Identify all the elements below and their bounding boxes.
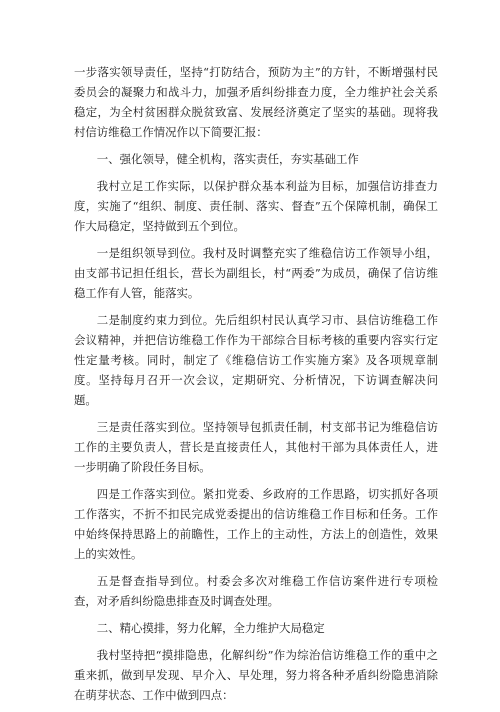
body-paragraph: 五是督查指导到位。村委会多次对维稳工作信访案件进行专项检查，对矛盾纠纷隐患排查及时调查处理。: [74, 574, 438, 608]
document-page: [74, 62, 438, 712]
intro-paragraph: 一步落实领导责任，坚持“打防结合，预防为主”的方针，不断增强村民委员会的凝聚力和战斗力，加强矛盾纠纷排查力度，全力维护社会关系稳定，为全村贫困群众脱贫致富、发展经济奠定了坚实的基础。现将我村信访维稳工作情况作以下简要汇报：: [74, 65, 438, 139]
body-paragraph: 一是组织领导到位。我村及时调整充实了维稳信访工作领导小组，由支部书记担任组长，营长为副组长，村“两委”为成员，确保了信访维稳工作有人管，能落实。: [74, 246, 438, 300]
body-paragraph: 三是责任落实到位。坚持领导包抓责任制，村支部书记为维稳信访工作的主要负责人，营长是直接责任人，其他村干部为具体责任人，进一步明确了阶段任务目标。: [74, 420, 438, 474]
section-heading-1: 一、强化领导，健全机构，落实责任，夯实基础工作: [96, 152, 359, 166]
body-paragraph: 二是制度约束力到位。先后组织村民认真学习市、县信访维稳工作会议精神，并把信访维稳工作作为干部综合目标考核的重要内容实行定性定量考核。同时，制定了《维稳信访工作实施方案》及各项规章制度。坚持每月召开一次会议，定期研究、分析情况，下访调查解决问题。: [74, 313, 438, 407]
section-heading-2: 二、精心摸排，努力化解，全力维护大局稳定: [96, 621, 325, 635]
body-paragraph: 我村立足工作实际，以保护群众基本利益为目标，加强信访排查力度，实施了“组织、制度、责任制、落实、督查”五个保障机制，确保工作大局稳定，坚持做到五个到位。: [74, 179, 438, 233]
body-paragraph: 我村坚持把“摸排隐患，化解纠纷”作为综治信访维稳工作的重中之重来抓，做到早发现、早介入、早处理，努力将各种矛盾纠纷隐患消除在萌芽状态、工作中做到四点：: [74, 648, 438, 702]
body-paragraph: 四是工作落实到位。紧扣党委、乡政府的工作思路，切实抓好各项工作落实，不折不扣民完成党委提出的信访维稳工作目标和任务。工作中始终保持思路上的前瞻性，工作上的主动性，方法上的创造性，效果上的实效性。: [74, 487, 438, 561]
